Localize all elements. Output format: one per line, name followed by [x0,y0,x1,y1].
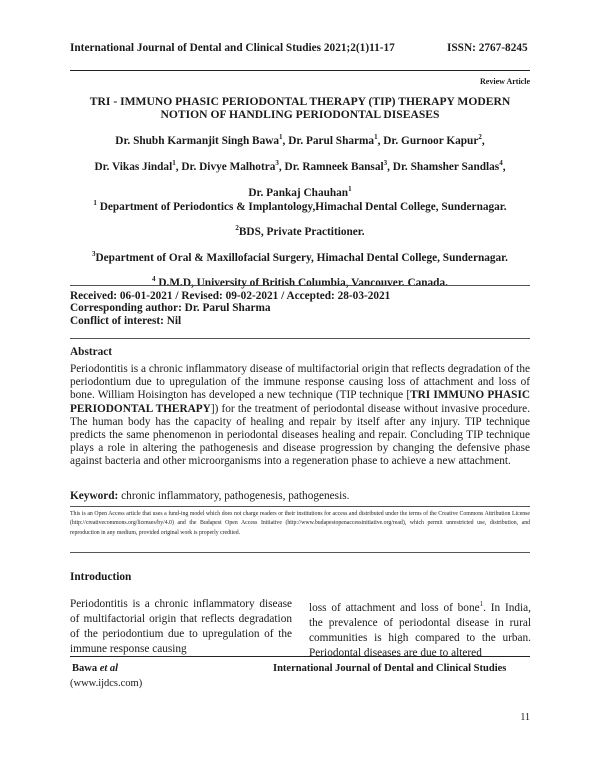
author-name: Dr. Divye Malhotra [181,160,276,173]
author-name: Dr. Pankaj Chauhan [248,186,349,199]
author-affiliation-mark: 4 [499,158,503,167]
header-rule [70,70,530,71]
license-notice: This is an Open Access article that uses a fund-ing model which does not charge readers or their institutions for access and distributed under the terms of the Creative Commons Attribution License (http://creativecommons.org/licenses/by/4.0) and the Budapest Open Access Initiative (http://www.budapestopenaccessinitiative.org/read), which permit unrestricted use, distribution, and reproduction in any medium, provided original work is properly credited. [70,511,530,536]
article-title [70,95,530,121]
author-name: Dr. Ramneek Bansal [284,160,384,173]
affiliation-item: $^4$ D.M.D, University of British Columbia, Vancouver. Canada. [152,274,448,289]
article-meta [70,290,390,327]
title-line-1: TRI - IMMUNO PHASIC PERIODONTAL THERAPY (TIP) THERAPY MODERN [89,95,511,108]
author-affiliation-mark: 1 [172,158,176,167]
keywords [70,490,349,502]
affiliation-number: 2 [235,224,239,233]
introduction-heading: Introduction [70,571,132,583]
affiliation-number: 4 [152,274,156,283]
page-number: 11 [520,712,530,723]
author-affiliation-mark: 3 [275,158,279,167]
abstract-bold-term: TRI IMMUNO PHASIC PERIODONTAL THERAPY [70,389,530,415]
affiliation-item: $^2$BDS, Private Practitioner. [235,224,365,239]
affiliation-number: 1 [93,199,97,207]
citation-mark: 1 [479,600,484,608]
author-affiliation-mark: 1 [348,184,352,193]
footer-journal: International Journal of Dental and Clinical Studies [273,663,507,674]
introduction-left-column: Periodontitis is a chronic inflammatory disease of multifactorial origin that reflects degradation of the periodontium due to upregulation of the immune response causing [70,598,292,655]
introduction-right-column: loss of attachment and loss of bone$^1$. In India, the prevalence of periodontal disease in rural communities is high compared to the urban. Periodontal diseases are due to altered [309,600,531,659]
license-bottom-rule [70,552,530,553]
corresponding-author: Corresponding author: Dr. Parul Sharma [70,302,271,315]
author-name: Dr. Shamsher Sandlas [392,160,500,173]
author-line-1: Dr. Shubh Karmanjit Singh Bawa$^1$, Dr. Parul Sharma$^1$, Dr. Gurnoor Kapur$^2$, [115,133,485,147]
abstract-body: Periodontitis is a chronic inflammatory disease of multifactorial origin that reflects degradation of the periodontium due to upregulation of the immune response causing loss of attachment and loss of bone. William Hoisington has developed a new technique (TIP technique [TRI IMMUNO PHASIC PERIODONTAL THERAPY]) for the treatment of periodontal disease without invasive procedure. The human body has the capacity of healing and repair by itself after any injury. TIP technique predicts the same phenomenon in periodontal diseases healing and repair. Concluding TIP technique plays a role in altering the pathogenesis and disease progression by changing the defensive phase against bacteria and other microorganisms into a regeneration phase to achieve a new attachment. [70,363,531,468]
author-name: Dr. Gurnoor Kapur [383,134,479,147]
footer-rule [70,656,530,657]
author-affiliation-mark: 1 [279,133,283,141]
affiliation-item: $^3$Department of Oral & Maxillofacial Surgery, Himachal Dental College, Sundernagar. [91,249,508,264]
title-line-2: NOTION OF HANDLING PERIODONTAL DISEASES [160,108,440,121]
footer-author: Bawa et al [72,663,119,674]
meta-top-rule [70,285,530,286]
conflict-of-interest: Conflict of interest: Nil [70,314,182,327]
author-name: Dr. Vikas Jindal [94,160,173,173]
running-header-journal: International Journal of Dental and Clinical Studies 2021;2(1)11-17 [70,42,395,54]
article-type: Review Article [480,77,530,86]
article-dates: Received: 06-01-2021 / Revised: 09-02-2021 / Accepted: 28-03-2021 [70,290,391,302]
author-name: Dr. Shubh Karmanjit Singh Bawa [115,134,280,147]
author-name: Dr. Parul Sharma [288,134,375,147]
abstract-heading: Abstract [70,346,113,358]
keyword-text: chronic inflammatory, pathogenesis, pathogenesis. [118,490,350,502]
affiliation-number: 3 [91,249,96,258]
author-list [70,126,530,203]
author-affiliation-mark: 2 [478,133,482,141]
author-affiliation-mark: 3 [383,158,388,167]
author-line-2: Dr. Vikas Jindal$^1$, Dr. Divye Malhotra$^3$, Dr. Ramneek Bansal$^3$, Dr. Shamsher Sandlas$^4$, [94,158,506,173]
meta-bottom-rule [70,338,530,339]
keyword-label: Keyword: [70,490,119,502]
author-affiliation-mark: 1 [374,133,378,141]
license-top-rule [70,506,530,507]
running-header-issn: ISSN: 2767-8245 [447,42,528,54]
footer-url-link[interactable]: (www.ijdcs.com) [70,678,143,689]
affiliation-list [70,193,530,294]
affiliation-item: $^1$ Department of Periodontics & Implantology,Himachal Dental College, Sundernagar. [93,199,507,213]
